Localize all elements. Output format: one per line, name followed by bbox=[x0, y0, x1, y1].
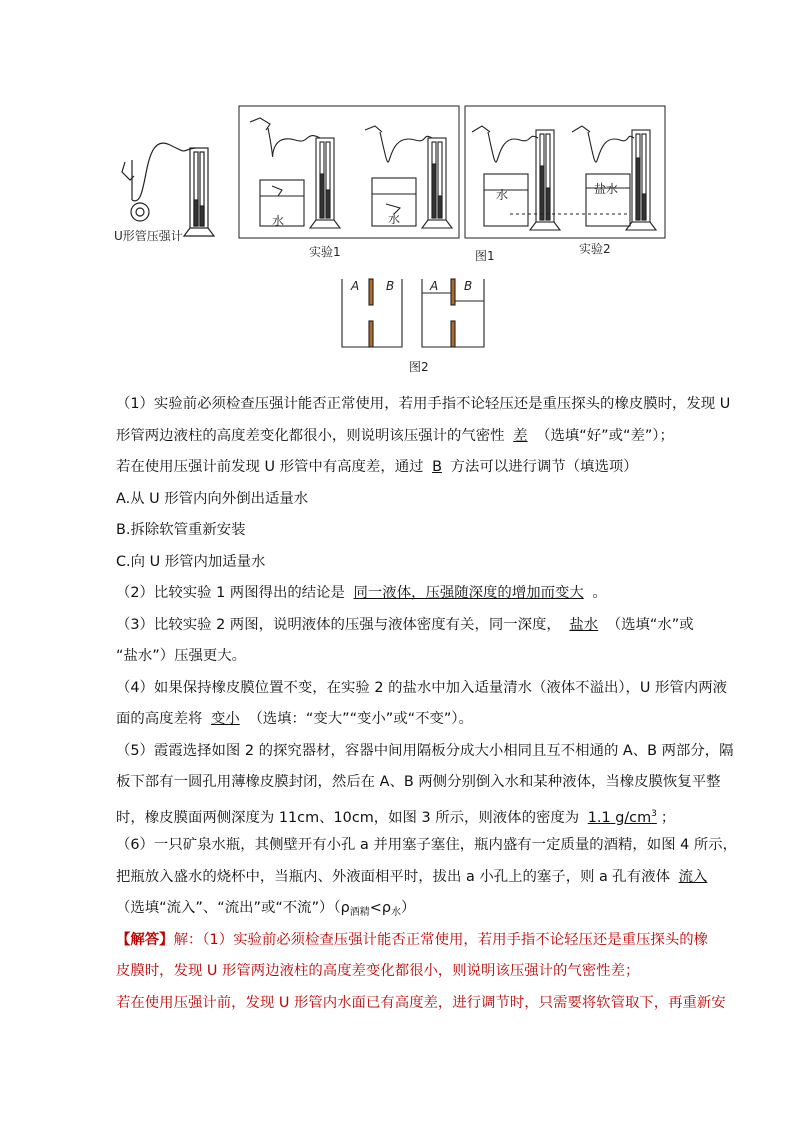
experiment-1-label: 实验1 bbox=[309, 245, 341, 259]
q3-answer: 盐水 bbox=[569, 616, 599, 633]
q2-text: （2）比较实验 1 两图得出的结论是 bbox=[116, 585, 345, 601]
beaker-label-exp2-left: 水 bbox=[496, 188, 509, 202]
q6-compare: < bbox=[369, 900, 382, 916]
q1-line3-tail: 方法可以进行调节（填选项） bbox=[450, 459, 638, 475]
q4-line2 bbox=[116, 704, 706, 736]
option-c: C.向 U 形管内加适量水 bbox=[116, 553, 266, 570]
q5-unit: g/cm bbox=[615, 809, 652, 826]
q5-text: 时，橡皮膜面两侧深度为 11cm、10cm，如图 3 所示，则液体的密度为 bbox=[116, 809, 580, 826]
q6-rho: ρ bbox=[381, 900, 391, 916]
experiment-1-setup-right bbox=[365, 126, 452, 228]
q3-line2: “盐水”）压强更大。 bbox=[116, 648, 247, 664]
fig2-left-a: A bbox=[351, 279, 360, 293]
q4-answer: 变小 bbox=[210, 711, 240, 727]
q1-answer-2: B bbox=[432, 459, 442, 475]
figure-1 bbox=[110, 100, 710, 260]
q1-line3 bbox=[116, 452, 706, 484]
q1-line2-text: 形管两边液柱的高度差变化都很小，则说明该压强计的气密性 bbox=[116, 427, 505, 444]
q4-tail: （选填：“变大”“变小”或“不变”）。 bbox=[248, 711, 473, 727]
q6-line3 bbox=[116, 893, 706, 925]
q3-text: （3）比较实验 2 两图，说明液体的压强与液体密度有关，同一深度， bbox=[116, 616, 561, 633]
q4-text: 面的高度差将 bbox=[116, 711, 203, 727]
q6-line1: （6）一只矿泉水瓶，其侧壁开有小孔 a 并用塞子塞住，瓶内盛有一定质量的酒精，如图 4 所示， bbox=[116, 837, 738, 853]
experiment-2-frame bbox=[465, 106, 665, 238]
q5-end: ； bbox=[660, 809, 676, 826]
q4-line1: （4）如果保持橡皮膜位置不变，在实验 2 的盐水中加入适量清水（液体不溢出），U 形管内两液 bbox=[116, 679, 727, 696]
q5-line1: （5）霞霞选择如图 2 的探究器材，容器中间用隔板分成大小相同且互不相通的 A、B 两部分，隔 bbox=[116, 742, 734, 759]
q2-line bbox=[116, 578, 706, 610]
question-content bbox=[116, 389, 738, 1019]
q6-answer: 流入 bbox=[678, 868, 708, 885]
solution-line3: 若在使用压强计前，发现 U 形管内水面已有高度差，进行调节时，只需要将软管取下，再重新安 bbox=[116, 994, 726, 1011]
figure-1-label: 图1 bbox=[475, 249, 495, 263]
fig2-left-b: B bbox=[386, 279, 395, 293]
q3-tail: （选填“水”或 bbox=[606, 616, 694, 633]
solution-line2: 皮膜时，发现 U 形管两边液柱的高度差变化都很小，则说明该压强计的气密性差； bbox=[116, 963, 640, 979]
q5-line3 bbox=[116, 799, 706, 831]
figure-2-label: 图2 bbox=[409, 360, 429, 374]
option-b: B.拆除软管重新安装 bbox=[116, 522, 246, 538]
beaker-label-exp1-right: 水 bbox=[388, 212, 401, 226]
q6-text: 把瓶放入盛水的烧杯中，当瓶内、外液面相平时，拔出 a 小孔上的塞子，则 a 孔有液体 bbox=[116, 868, 670, 885]
u-tube-gauge-standalone bbox=[122, 143, 214, 236]
q6-sub-water: 水 bbox=[390, 907, 401, 918]
q2-tail: 。 bbox=[592, 585, 607, 601]
beaker-label-exp1-left: 水 bbox=[272, 214, 285, 228]
q6-line2 bbox=[116, 862, 706, 894]
q6-tail: （选填“流入”、“流出”或“不流”）（ρ bbox=[116, 900, 350, 916]
q5-answer-value: 1.1 bbox=[587, 809, 611, 826]
q3-line1 bbox=[116, 610, 706, 642]
q5-answer bbox=[584, 810, 661, 826]
q1-answer-1: 差 bbox=[513, 427, 528, 444]
q6-sub-alcohol: 酒精 bbox=[349, 907, 370, 918]
beaker-label-exp2-right: 盐水 bbox=[594, 182, 619, 196]
solution-tag: 【解答】 bbox=[116, 931, 174, 948]
q5-line2: 板下部有一圆孔用薄橡皮膜封闭，然后在 A、B 两侧分别倒入水和某种液体，当橡皮膜恢复平整 bbox=[116, 774, 721, 790]
q1-line2 bbox=[116, 421, 706, 453]
solution-line1-text: 解：（1）实验前必须检查压强计能否正常使用，若用手指不论轻压还是重压探头的橡 bbox=[173, 931, 708, 948]
experiment-1-setup-left bbox=[250, 118, 340, 228]
q1-line1: （1）实验前必须检查压强计能否正常使用，若用手指不论轻压还是重压探头的橡皮膜时，发现 U bbox=[116, 396, 731, 412]
fig2-right-b: B bbox=[464, 279, 473, 293]
q5-unit-exponent: 3 bbox=[651, 808, 657, 819]
q1-line3-text: 若在使用压强计前发现 U 形管中有高度差，通过 bbox=[116, 459, 424, 475]
option-a: A.从 U 形管内向外倒出适量水 bbox=[116, 490, 309, 507]
experiment-2-setup-right bbox=[510, 126, 656, 230]
q6-close: ） bbox=[400, 900, 416, 916]
experiment-2-label: 实验2 bbox=[579, 242, 611, 256]
q1-line2-tail: （选填“好”或“差”）； bbox=[536, 427, 674, 444]
fig2-right-a: A bbox=[430, 279, 439, 293]
solution-line1 bbox=[116, 925, 706, 957]
q2-answer: 同一液体，压强随深度的增加而变大 bbox=[353, 585, 584, 601]
u-gauge-label: U形管压强计 bbox=[114, 229, 183, 243]
